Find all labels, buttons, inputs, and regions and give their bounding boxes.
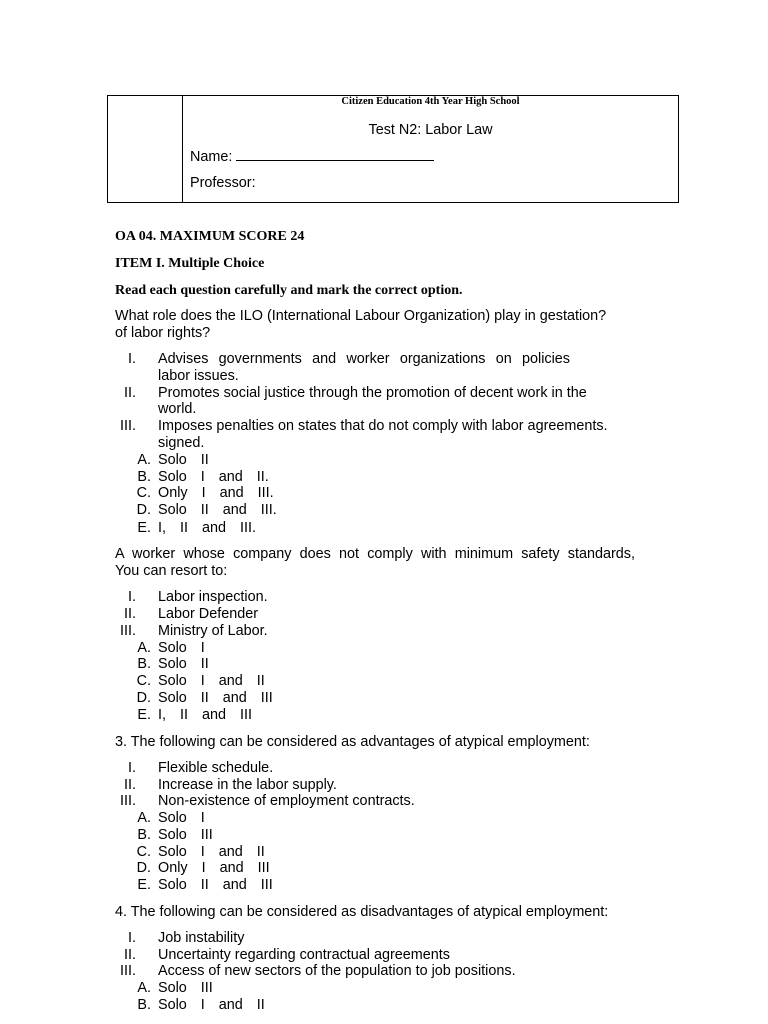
name-label: Name: [190,149,233,165]
option-letter: B. [137,656,151,672]
statement-text: Uncertainty regarding contractual agreements [158,947,450,963]
question-text-line: You can resort to: [115,563,228,579]
statement-text: Advises governments and worker organizations on policies [158,351,570,367]
question-text-line: 4. The following can be considered as disadvantages of atypical employment: [115,904,609,920]
statement-number: I. [128,930,136,946]
statement-number: II. [124,606,136,622]
item-heading: ITEM I. Multiple Choice [115,256,265,271]
option-text: Solo I and II [158,844,265,860]
option-text: Solo I and II [158,997,265,1013]
name-field [190,148,434,165]
option-letter: A. [137,980,151,996]
option-text: Solo III [158,980,213,996]
school-title: Citizen Education 4th Year High School [341,96,520,107]
statement-text: Increase in the labor supply. [158,777,337,793]
statement-text: Non-existence of employment contracts. [158,793,415,809]
question-text-line: What role does the ILO (International Labour Organization) play in gestation? [115,308,607,324]
statement-text: Job instability [158,930,245,946]
statement-number: III. [120,963,136,979]
test-title: Test N2: Labor Law [368,122,493,138]
question-4 [115,904,635,921]
statement-text-cont: world. [158,401,197,417]
name-blank-line [236,148,434,161]
option-text: Solo I and II [158,673,265,689]
option-text: Only I and III. [158,485,274,501]
option-letter: D. [136,690,151,706]
statement-number: III. [120,418,136,434]
option-text: Solo II and III [158,690,273,706]
statement-text: Imposes penalties on states that do not comply with labor agreements. [158,418,608,434]
statement-number: II. [124,947,136,963]
max-score-heading: OA 04. MAXIMUM SCORE 24 [115,229,305,244]
statement-text-cont: signed. [158,435,205,451]
option-text: Solo I [158,640,205,656]
question-2 [115,546,635,580]
statement-number: II. [124,777,136,793]
option-letter: A. [137,452,151,468]
question-1 [115,308,635,342]
statement-text: Labor inspection. [158,589,268,605]
statement-number: I. [128,760,136,776]
option-letter: E. [137,520,151,536]
option-text: Solo II and III [158,877,273,893]
option-letter: C. [136,673,151,689]
question-text-line: A worker whose company does not comply with minimum safety standards, [115,546,635,562]
option-letter: E. [137,877,151,893]
option-letter: E. [137,707,151,723]
statement-text: Promotes social justice through the promotion of decent work in the [158,385,587,401]
option-letter: D. [136,860,151,876]
option-letter: D. [136,502,151,518]
statement-number: III. [120,623,136,639]
option-letter: B. [137,827,151,843]
instructions: Read each question carefully and mark the correct option. [115,283,463,298]
header-table [107,95,679,203]
statement-text: Labor Defender [158,606,259,622]
option-text: Solo II [158,656,209,672]
header-logo-cell [108,96,183,202]
option-letter: C. [136,485,151,501]
option-letter: C. [136,844,151,860]
option-text: Only I and III [158,860,270,876]
professor-label: Professor: [190,175,256,191]
statement-text: Flexible schedule. [158,760,274,776]
statement-number: I. [128,589,136,605]
statement-number: I. [128,351,136,367]
statement-text: Ministry of Labor. [158,623,268,639]
option-letter: A. [137,640,151,656]
statement-text: Access of new sectors of the population to job positions. [158,963,516,979]
statement-text-cont: labor issues. [158,368,239,384]
option-text: Solo II [158,452,209,468]
option-letter: A. [137,810,151,826]
option-text: I, II and III [158,707,252,723]
option-text: I, II and III. [158,520,256,536]
option-letter: B. [137,469,151,485]
option-letter: B. [137,997,151,1013]
option-text: Solo I [158,810,205,826]
question-text-line: 3. The following can be considered as advantages of atypical employment: [115,734,590,750]
option-text: Solo II and III. [158,502,277,518]
question-text-line: of labor rights? [115,325,211,341]
statement-number: III. [120,793,136,809]
question-3 [115,734,635,751]
option-text: Solo I and II. [158,469,269,485]
statement-number: II. [124,385,136,401]
option-text: Solo III [158,827,213,843]
